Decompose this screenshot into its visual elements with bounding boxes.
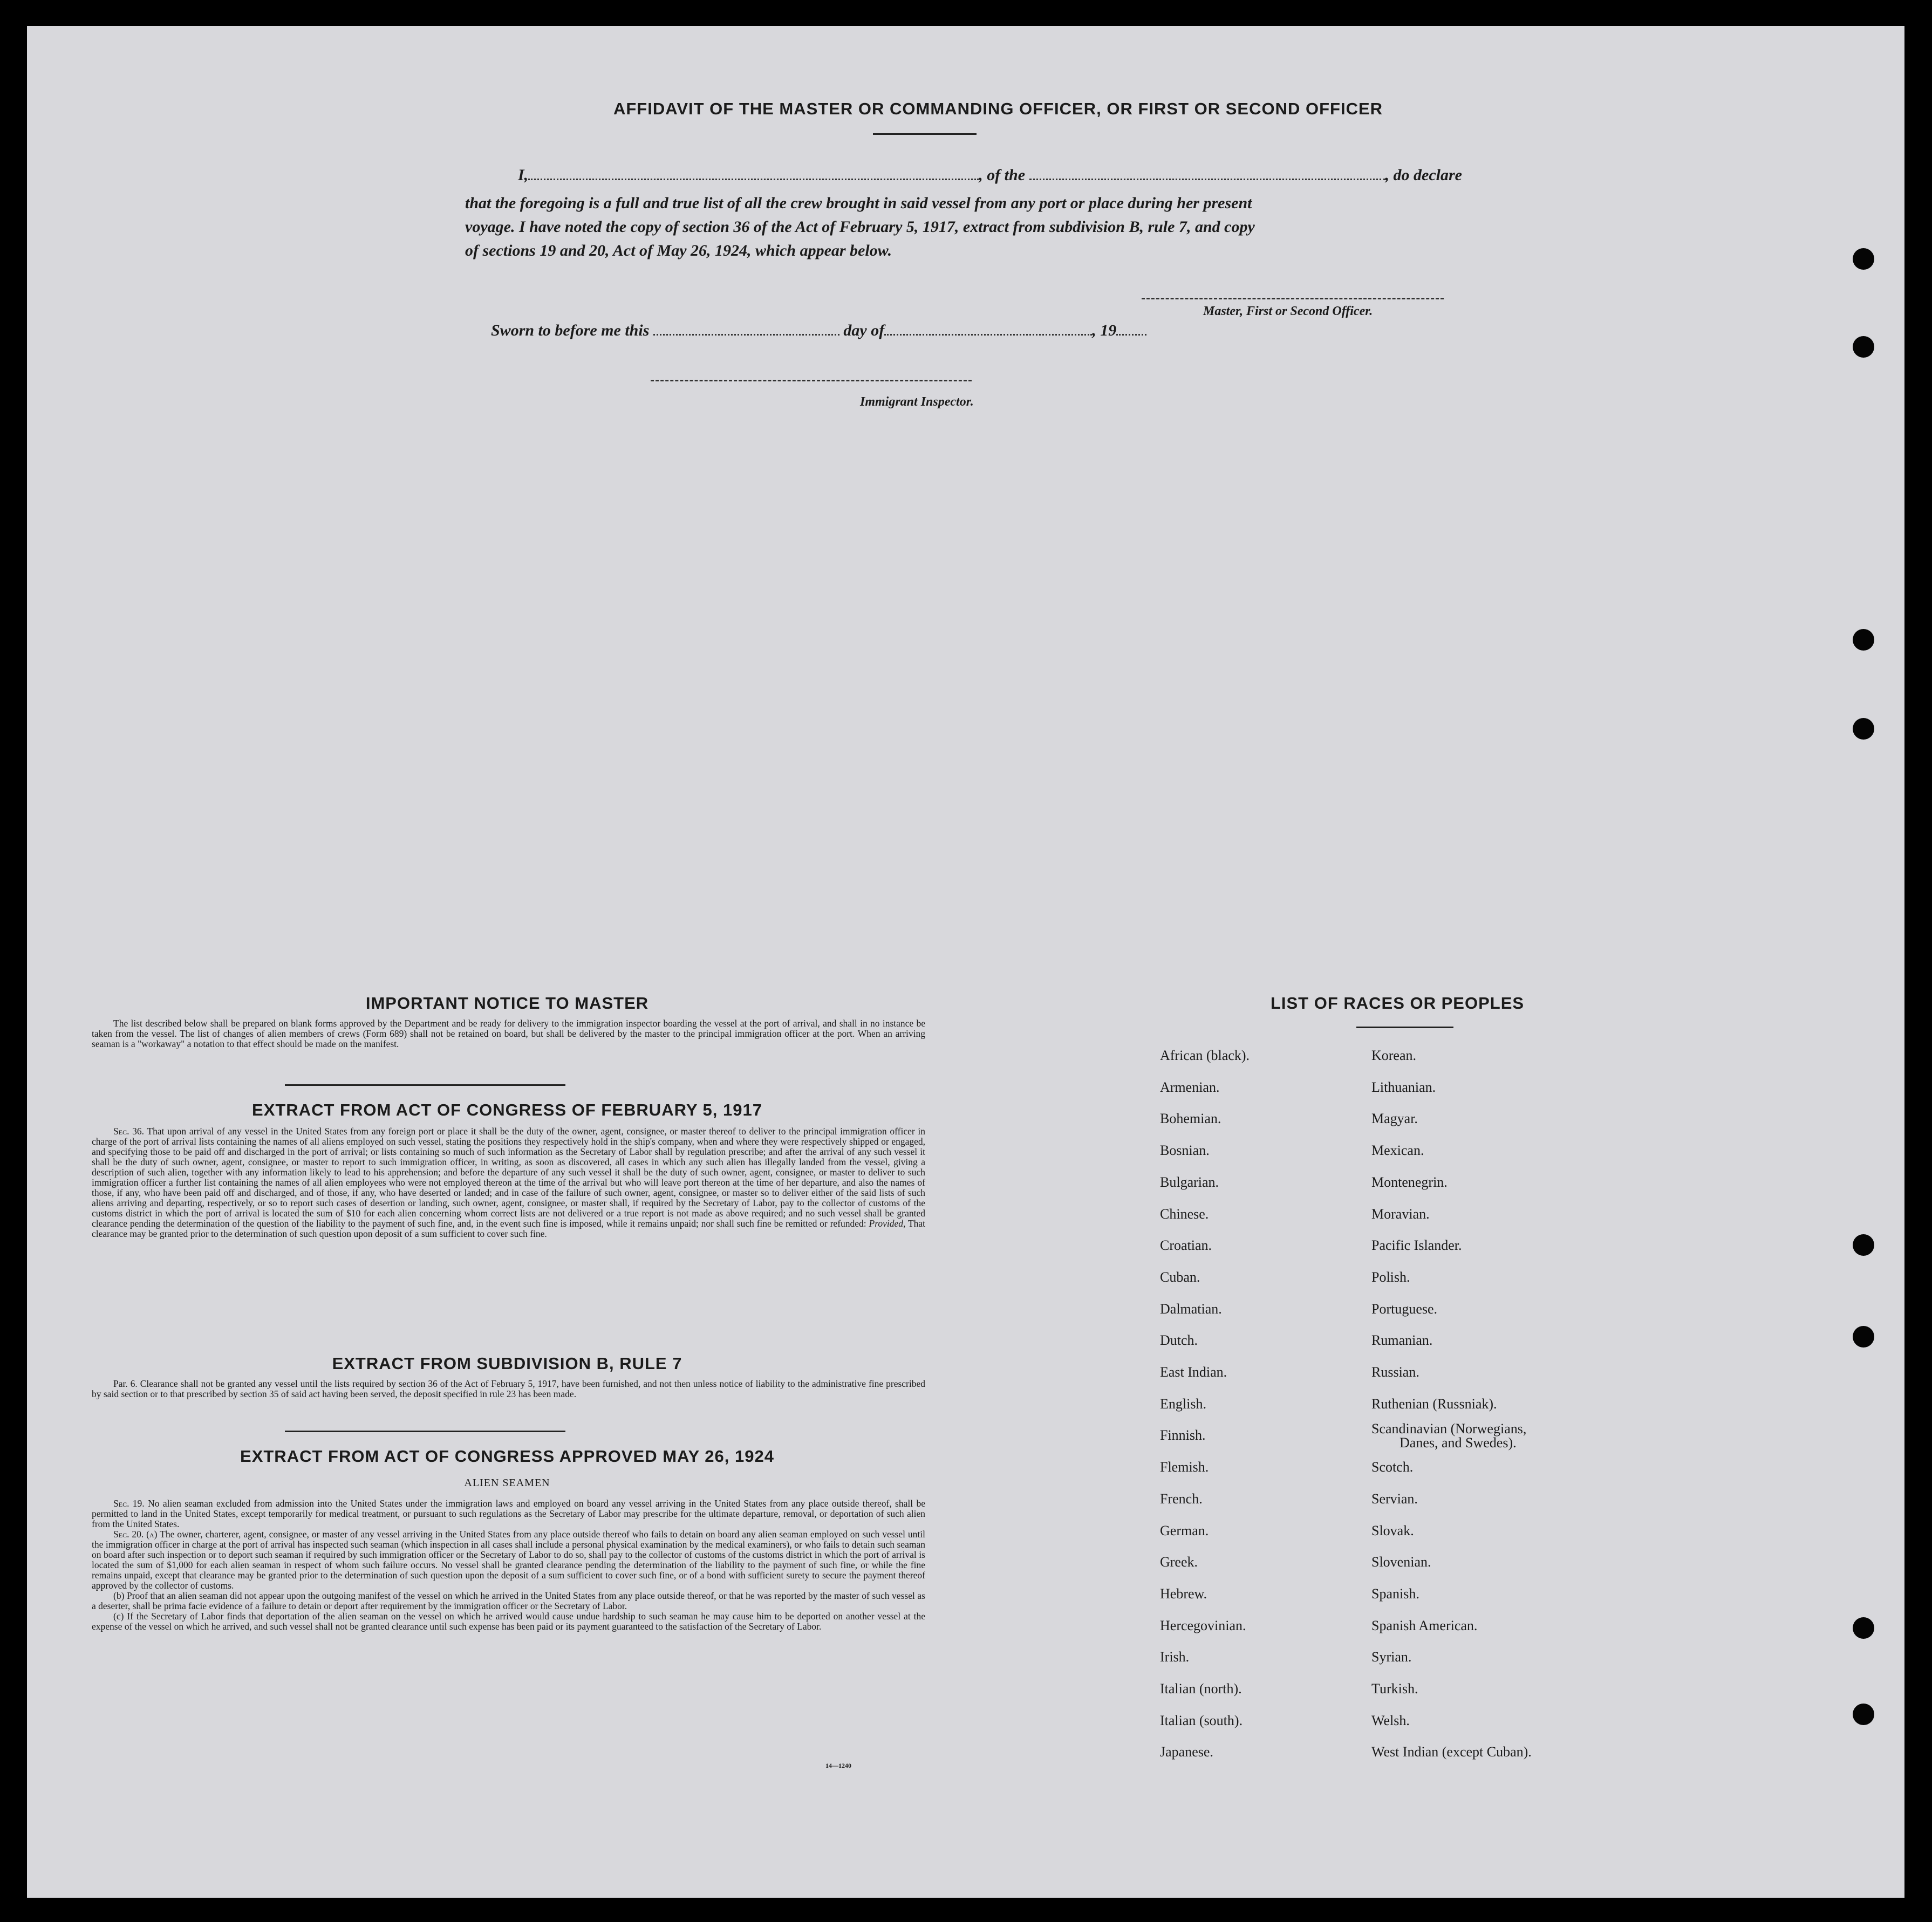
sworn-line bbox=[491, 322, 1146, 340]
sworn-prefix: Sworn to before me this bbox=[491, 322, 650, 339]
rule-7-title: EXTRACT FROM SUBDIVISION B, RULE 7 bbox=[332, 1354, 682, 1373]
punch-hole bbox=[1853, 1234, 1874, 1256]
title-divider bbox=[873, 133, 977, 135]
race-item: Moravian. bbox=[1371, 1206, 1430, 1222]
sec-20-label: Sec. 20. (a) bbox=[113, 1529, 158, 1540]
i-prefix: I, bbox=[518, 166, 529, 184]
race-item: Spanish American. bbox=[1371, 1617, 1478, 1633]
sec-20a-text: The owner, charterer, agent, consignee, or master of any vessel arriving in the United States from any place outside thereof who fails to detain on board any alien seaman employed on such vessel until the immigration officer in charge at the port of arrival has inspected such seaman (which inspection in all cases shall include a personal physical examination by the medical examiners), or who fails to detain such seaman on board after such inspection or to deport such seaman if required by such immigration officer or the Secretary of Labor to do so, shall pay to the collector of customs of the customs district in which the port of arrival is located the sum of $1,000 for each alien seaman in respect of whom such failure occurs. No vessel shall be granted clearance pending the determination of the liability to the payment of such fine, or while the fine remains unpaid, except that clearance may be granted prior to the determination of such question upon the deposit of a sum sufficient to cover such fine, or of a bond with sufficient surety to secure the payment thereof approved by the collector of customs. bbox=[92, 1529, 925, 1591]
race-item: Turkish. bbox=[1371, 1681, 1418, 1697]
race-item: Mexican. bbox=[1371, 1143, 1424, 1159]
race-item: Cuban. bbox=[1160, 1269, 1200, 1285]
race-item: Servian. bbox=[1371, 1490, 1418, 1507]
race-item: African (black). bbox=[1160, 1048, 1250, 1063]
month-blank bbox=[884, 334, 1092, 336]
race-item: West Indian (except Cuban). bbox=[1371, 1744, 1532, 1760]
race-item: Chinese. bbox=[1160, 1206, 1209, 1222]
race-item: Russian. bbox=[1371, 1364, 1419, 1380]
race-item: Hebrew. bbox=[1160, 1585, 1207, 1602]
day-blank bbox=[653, 334, 839, 336]
sec-36-label: Sec. 36. bbox=[113, 1126, 145, 1137]
race-item: Montenegrin. bbox=[1371, 1174, 1448, 1190]
extract-1924-title: EXTRACT FROM ACT OF CONGRESS APPROVED MAY 26, 1924 bbox=[240, 1447, 774, 1466]
race-item: Lithuanian. bbox=[1371, 1079, 1436, 1095]
race-item: Flemish. bbox=[1160, 1459, 1209, 1475]
punch-hole bbox=[1853, 248, 1874, 270]
race-item: Welsh. bbox=[1371, 1712, 1410, 1728]
race-item: Greek. bbox=[1160, 1554, 1198, 1570]
race-item: Armenian. bbox=[1160, 1079, 1220, 1095]
race-item: East Indian. bbox=[1160, 1364, 1227, 1380]
races-right-column bbox=[1371, 1040, 1532, 1768]
sec-20c-text: (c) If the Secretary of Labor finds that deportation of the alien seaman on the vessel on which he arrived would cause undue hardship to such seaman he may cause him to be deported on another vessel at the expense of the vessel on which he arrived, and such vessel shall not be granted clearance until such expense has been paid or its payment guaranteed to the satisfaction of the Secretary of Labor. bbox=[92, 1611, 925, 1632]
punch-hole bbox=[1853, 336, 1874, 358]
race-item: Irish. bbox=[1160, 1649, 1190, 1665]
race-item: Dalmatian. bbox=[1160, 1301, 1222, 1317]
affidavit-text-line4: of sections 19 and 20, Act of May 26, 1924, which appear below. bbox=[465, 242, 892, 259]
race-item: Magyar. bbox=[1371, 1111, 1418, 1127]
inspector-signature-line bbox=[651, 380, 972, 381]
year-blank bbox=[1116, 334, 1146, 336]
race-item: Slovenian. bbox=[1371, 1554, 1431, 1570]
section-divider bbox=[285, 1084, 565, 1086]
race-item: Bulgarian. bbox=[1160, 1174, 1219, 1190]
race-item: Korean. bbox=[1371, 1048, 1417, 1063]
section-divider bbox=[285, 1431, 565, 1432]
inspector-label: Immigrant Inspector. bbox=[860, 395, 974, 409]
master-signature-label: Master, First or Second Officer. bbox=[1203, 304, 1373, 318]
name-blank bbox=[528, 179, 979, 180]
race-item: German. bbox=[1160, 1522, 1209, 1538]
day-of-text: day of bbox=[843, 322, 885, 339]
race-item: Bosnian. bbox=[1160, 1143, 1210, 1159]
race-item-scandinavian: Scandinavian (Norwegians, bbox=[1371, 1421, 1527, 1437]
race-item bbox=[1371, 1420, 1532, 1452]
punch-hole bbox=[1853, 629, 1874, 651]
rule-7-text bbox=[92, 1379, 925, 1399]
race-item: Portuguese. bbox=[1371, 1301, 1438, 1317]
race-item: Syrian. bbox=[1371, 1649, 1412, 1665]
sec-36-text: That upon arrival of any vessel in the United States from any foreign port or place it shall be the duty of the owner, agent, consignee, or master thereof to deliver to the principal immigration officer in charge of the port of arrival lists containing the names of all aliens employed on such vessel, stating the positions they respectively hold in the ship's company, when and where they were respectively shipped or engaged, and specifying those to be paid off and discharged in the port of arrival; or lists containing so much of such information as the Secretary of Labor shall by regulation prescribe; and after the arrival of any such vessel it shall be the duty of such owner, agent, consignee, or master to report to such immigration officer, in writing, as soon as discovered, all cases in which any such alien has illegally landed from the vessel, giving a description of such alien, together with any information likely to lead to his apprehension; and before the departure of any such vessel it shall be the duty of such owner, agent, consignee, or master to deliver to such immigration officer a further list containing the names of all alien employees who were not employed thereon at the time of the arrival but who will leave port thereon at the time of her departure, and also the names of those, if any, who have been paid off and discharged, and of those, if any, who have deserted or landed; and in case of the failure of such owner, agent, consignee, or master so to deliver either of the said lists of such aliens arriving and departing, respectively, or so to report such cases of desertion or landing, such owner, agent, consignee, or master shall, if required by the Secretary of Labor, pay to the collector of customs of the customs district in which the port of arrival is located the sum of $10 for each alien concerning whom correct lists are not delivered or a true report is not made as above required; and no such vessel shall be granted clearance pending the determination of the question of the liability to the payment of such fine, and, in the event such fine is imposed, while it remains unpaid; nor shall such fine be remitted or refunded: bbox=[92, 1126, 925, 1229]
punch-hole bbox=[1853, 1704, 1874, 1725]
race-item: Italian (north). bbox=[1160, 1681, 1242, 1697]
races-title: LIST OF RACES OR PEOPLES bbox=[1270, 994, 1525, 1013]
race-item-scandinavian-cont: Danes, and Swedes). bbox=[1399, 1435, 1517, 1451]
race-item: French. bbox=[1160, 1490, 1203, 1507]
affidavit-text-line2: that the foregoing is a full and true list of all the crew brought in said vessel from any port or place during her present bbox=[465, 194, 1252, 212]
race-item: Pacific Islander. bbox=[1371, 1237, 1462, 1254]
proviso-text: That clearance may be granted prior to the determination of such question upon deposit of a sum sufficient to cover such fine. bbox=[92, 1218, 926, 1239]
punch-hole bbox=[1853, 718, 1874, 740]
punch-hole bbox=[1853, 1617, 1874, 1639]
master-signature-line bbox=[1142, 298, 1444, 299]
extract-1917-text bbox=[92, 1126, 925, 1239]
of-the-text: , of the bbox=[979, 166, 1026, 184]
sec-19-label: Sec. 19. bbox=[113, 1498, 145, 1509]
race-item: Finnish. bbox=[1160, 1427, 1206, 1444]
sec-19-text: No alien seaman excluded from admission into the United States under the immigration laws and employed on board any vessel arriving in the United States from any place outside thereof, shall be permitted to land in the United States, except temporarily for medical treatment, or pursuant to such regulations as the Secretary of Labor may prescribe for the ultimate departure, removal, or deportation of such alien from the United States. bbox=[92, 1498, 925, 1529]
extract-1924-text bbox=[92, 1499, 925, 1632]
race-item: Hercegovinian. bbox=[1160, 1617, 1246, 1633]
race-item: Dutch. bbox=[1160, 1332, 1198, 1349]
affidavit-declaration-line bbox=[518, 166, 1527, 184]
alien-seamen-subtitle: ALIEN SEAMEN bbox=[464, 1477, 550, 1489]
race-item: Spanish. bbox=[1371, 1585, 1419, 1602]
notice-paragraph: The list described below shall be prepared on blank forms approved by the Department and be ready for delivery to the immigration inspector boarding the vessel at the port of arrival, and shall in no instance be taken from the vessel. The list of changes of alien members of crews (Form 689) shall not be retained on board, but shall be delivered by the master to the principal immigration officer at the port. When an arriving seaman is a "workaway" a notation to that effect should be made on the manifest. bbox=[92, 1018, 925, 1049]
race-item: Croatian. bbox=[1160, 1237, 1212, 1254]
proviso-label: Provided, bbox=[869, 1218, 906, 1229]
affidavit-text-line3: voyage. I have noted the copy of section 36 of the Act of February 5, 1917, extract from subdivision B, rule 7, and copy bbox=[465, 218, 1255, 236]
extract-1917-title: EXTRACT FROM ACT OF CONGRESS OF FEBRUARY 5, 1917 bbox=[252, 1100, 762, 1119]
do-declare-text: , do declare bbox=[1385, 166, 1462, 184]
punch-hole bbox=[1853, 1326, 1874, 1348]
year-prefix: , 19 bbox=[1092, 322, 1117, 339]
document-page bbox=[27, 26, 1904, 1898]
sec-20b-text: (b) Proof that an alien seaman did not appear upon the outgoing manifest of the vessel on which he arrived in the United States from any place outside thereof, or that he was reported by the master of such vessel as a deserter, shall be prima facie evidence of a failure to detain or deport after requirement by the immigration officer or the Secretary of Labor. bbox=[92, 1590, 925, 1611]
race-item: Scotch. bbox=[1371, 1459, 1414, 1475]
form-number: 14—1240 bbox=[825, 1762, 851, 1769]
affidavit-title: AFFIDAVIT OF THE MASTER OR COMMANDING OFFICER, OR FIRST OR SECOND OFFICER bbox=[613, 99, 1383, 118]
races-divider bbox=[1356, 1027, 1453, 1028]
race-item: Slovak. bbox=[1371, 1522, 1414, 1538]
race-item: Rumanian. bbox=[1371, 1332, 1433, 1349]
race-item: Polish. bbox=[1371, 1269, 1410, 1285]
notice-text bbox=[92, 1018, 925, 1049]
race-item: English. bbox=[1160, 1396, 1206, 1412]
rule-7-paragraph: Par. 6. Clearance shall not be granted any vessel until the lists required by section 36 of the Act of February 5, 1917, have been furnished, and not then unless notice of liability to the administrative fine prescribed by said section or to that prescribed by section 35 of said act having been served, the deposit specified in rule 23 has been made. bbox=[92, 1378, 925, 1399]
race-item: Japanese. bbox=[1160, 1744, 1213, 1760]
notice-title: IMPORTANT NOTICE TO MASTER bbox=[365, 994, 649, 1013]
vessel-blank bbox=[1029, 179, 1385, 180]
race-item: Bohemian. bbox=[1160, 1111, 1221, 1127]
race-item: Italian (south). bbox=[1160, 1712, 1243, 1728]
race-item: Ruthenian (Russniak). bbox=[1371, 1396, 1497, 1412]
races-left-column bbox=[1160, 1040, 1250, 1768]
